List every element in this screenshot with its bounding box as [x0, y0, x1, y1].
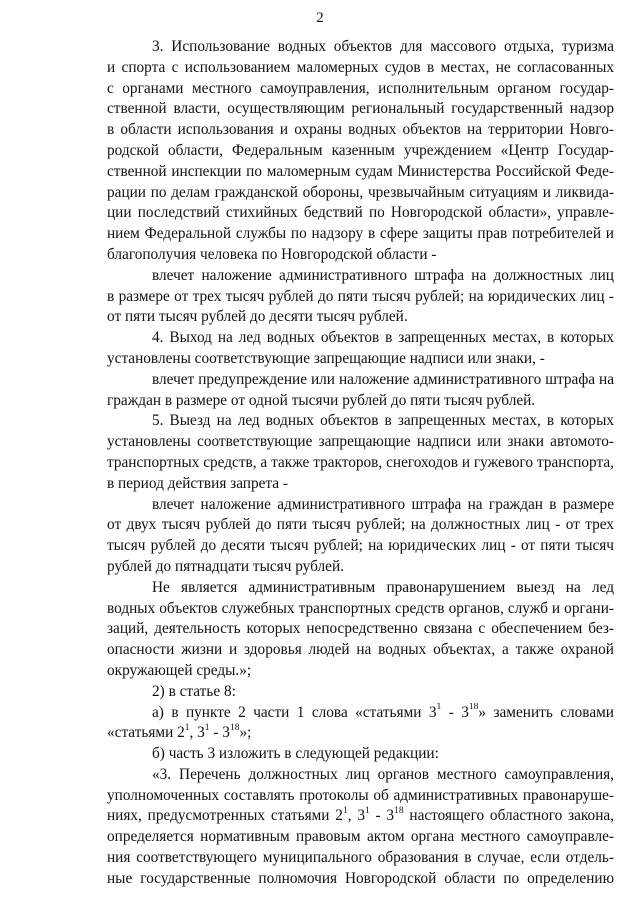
text-line: окружающей среды.»; [107, 661, 252, 679]
text-line: Не является административным правонарушением выезд на лед [152, 578, 614, 596]
text-line: влечет наложение административного штрафа на должностных лиц [152, 266, 614, 284]
text-line: б) часть 3 изложить в следующей редакции: [152, 745, 439, 763]
text-line: в размере от трех тысяч рублей до пяти тысяч рублей; на юридических лиц - [107, 287, 614, 305]
text-line: благополучия человека по Новгородской области - [107, 245, 437, 263]
text-line: 4. Выход на лед водных объектов в запрещенных местах, в которых [152, 329, 614, 347]
text-line: установлены соответствующие запрещающие надписи или знаки автомото- [107, 433, 614, 451]
text-line: рации по делам гражданской обороны, чрезвычайным ситуациям и ликвида- [107, 183, 614, 201]
text-line: граждан в размере от одной тысячи рублей до пяти тысяч рублей. [107, 391, 536, 409]
text-line: установлены соответствующие запрещающие надписи или знаки, - [107, 349, 545, 367]
text-line: транспортных средств, а также тракторов, снегоходов и гужевого транспорта, [107, 453, 614, 471]
text-line: определяется нормативным правовым актом органа местного самоуправле- [107, 828, 614, 846]
text-line: ния соответствующего муниципального образования в случае, если отдель- [107, 849, 614, 867]
text-line: 3. Использование водных объектов для массового отдыха, туризма [152, 38, 614, 55]
text-line: нием Федеральной службы по надзору в сфере защиты прав потребителей и [107, 225, 614, 243]
text-line: опасности жизни и здоровья людей на водных объектах, а также охраной [107, 641, 614, 659]
text-line: ственной инспекции по маломерным судам Министерства Российской Феде- [107, 162, 614, 180]
text-line: и спорта с использованием маломерных судов в местах, не согласованных [107, 58, 614, 76]
text-line: уполномоченных составлять протоколы об административных правонаруше- [107, 786, 614, 804]
text-line: с органами местного самоуправления, исполнительным органом государ- [107, 79, 614, 97]
text-line: заций, деятельность которых непосредственно связана с обеспечением без- [107, 620, 614, 638]
text-line: 2) в статье 8: [152, 682, 236, 700]
text-line: влечет наложение административного штрафа на граждан в размере [152, 495, 614, 513]
text-line: от пяти тысяч рублей до десяти тысяч рублей. [107, 308, 408, 326]
text-line: а) в пункте 2 части 1 слова «статьями $3^1 - 3^{18}$» заменить словами [152, 702, 614, 721]
text-line: ции последствий стихийных бедствий по Новгородской области», управле- [107, 204, 614, 222]
text-line: ственной власти, осуществляющим региональный государственный надзор [107, 100, 614, 118]
document-body [107, 37, 614, 890]
text-line: тысяч рублей до десяти тысяч рублей; на юридических лиц - от пяти тысяч [107, 537, 614, 555]
text-line: влечет предупреждение или наложение административного штрафа на [152, 370, 614, 388]
text-line: водных объектов служебных транспортных средств органов, служб и органи- [107, 599, 614, 617]
page-number: 2 [316, 10, 324, 26]
text-line: «статьями $2^1$, $3^1 - 3^{18}$»; [107, 723, 252, 742]
text-line: в области использования и охраны водных объектов на территории Новго- [107, 121, 614, 139]
text-line: родской области, Федеральным казенным учреждением «Центр Государ- [107, 141, 614, 159]
text-line: рублей до пятнадцати тысяч рублей. [107, 557, 344, 575]
text-line: в период действия запрета - [107, 474, 289, 492]
text-line: «3. Перечень должностных лиц органов местного самоуправления, [152, 765, 614, 783]
text-line: 5. Выезд на лед водных объектов в запрещенных местах, в которых [152, 412, 614, 430]
text-line: от двух тысяч рублей до пяти тысяч рублей; на должностных лиц - от трех [107, 516, 614, 534]
text-line: ные государственные полномочия Новгородской области по определению [107, 869, 614, 887]
text-line: ниях, предусмотренных статьями $2^1$, $3^1 - 3^{18}$ настоящего областного закона, [107, 806, 614, 825]
